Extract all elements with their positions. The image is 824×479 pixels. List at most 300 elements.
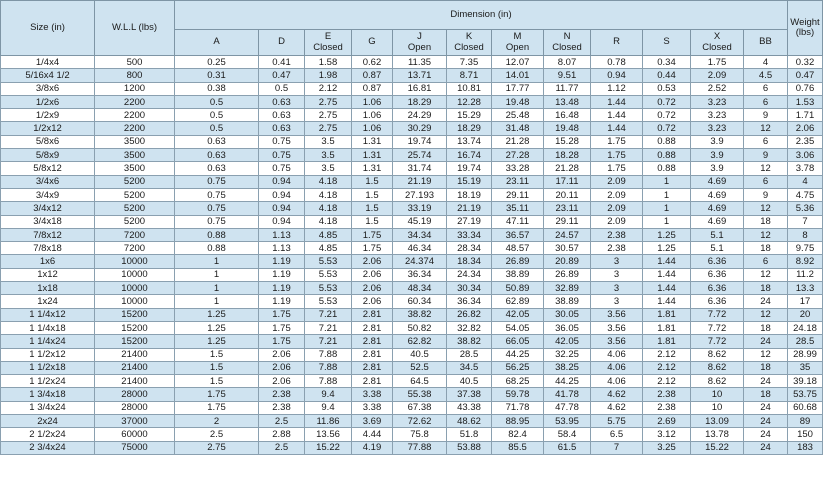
dimension-cell: 4.19 (352, 441, 393, 454)
dimension-cell: 0.5 (175, 122, 259, 135)
wll-cell: 10000 (95, 255, 175, 268)
dimension-cell: 2.09 (691, 69, 744, 82)
dimension-cell: 68.25 (492, 375, 544, 388)
dimension-cell: 8.62 (691, 361, 744, 374)
dimension-cell: 1 (175, 255, 259, 268)
wll-cell: 2200 (95, 122, 175, 135)
dimension-cell: 2.5 (259, 441, 305, 454)
dimension-cell: 2.81 (352, 321, 393, 334)
wll-cell: 21400 (95, 361, 175, 374)
dimension-cell: 1.44 (643, 282, 691, 295)
wll-cell: 3500 (95, 162, 175, 175)
wll-cell: 21400 (95, 375, 175, 388)
dimension-cell: 1.13 (259, 242, 305, 255)
dimension-cell: 66.05 (492, 335, 544, 348)
dimension-cell: 12 (744, 228, 788, 241)
dimension-cell: 1 (175, 295, 259, 308)
dimension-cell: 25.48 (492, 109, 544, 122)
dimension-cell: 6 (744, 255, 788, 268)
dimension-cell: 38.82 (447, 335, 492, 348)
dimension-cell: 0.75 (259, 135, 305, 148)
dimension-cell: 0.87 (352, 82, 393, 95)
dimension-cell: 0.72 (643, 109, 691, 122)
weight-cell: 1.53 (788, 95, 823, 108)
dimension-cell: 9 (744, 149, 788, 162)
dimension-cell: 3.56 (591, 321, 643, 334)
dimension-cell: 37.38 (447, 388, 492, 401)
dimension-cell: 3.12 (643, 428, 691, 441)
wll-cell: 15200 (95, 308, 175, 321)
dimension-cell: 0.44 (643, 69, 691, 82)
dimension-cell: 3.9 (691, 149, 744, 162)
weight-cell: 3.06 (788, 149, 823, 162)
dimension-cell: 4.85 (305, 242, 352, 255)
dimension-cell: 1.75 (691, 56, 744, 69)
dimension-cell: 23.11 (544, 202, 591, 215)
dimension-cell: 0.63 (259, 109, 305, 122)
dimension-cell: 54.05 (492, 321, 544, 334)
dimension-cell: 71.78 (492, 401, 544, 414)
dimension-cell: 2.5 (175, 428, 259, 441)
dimension-cell: 8.07 (544, 56, 591, 69)
dimension-cell: 42.05 (544, 335, 591, 348)
dimension-cell: 18 (744, 321, 788, 334)
dimension-cell: 6.36 (691, 295, 744, 308)
dimension-cell: 1.81 (643, 321, 691, 334)
dimension-cell: 1.25 (175, 335, 259, 348)
weight-cell: 8 (788, 228, 823, 241)
weight-cell: 20 (788, 308, 823, 321)
dimension-cell: 2.12 (643, 361, 691, 374)
dimension-cell: 7.88 (305, 375, 352, 388)
dimension-cell: 33.28 (492, 162, 544, 175)
dim-header-letter: D (278, 36, 285, 48)
table-row (1, 175, 823, 188)
table-row (1, 228, 823, 241)
wll-cell: 10000 (95, 282, 175, 295)
table-body (1, 56, 823, 455)
dimension-cell: 26.89 (492, 255, 544, 268)
wll-cell: 3500 (95, 135, 175, 148)
dimension-cell: 47.78 (544, 401, 591, 414)
dimension-cell: 7.88 (305, 361, 352, 374)
dimension-cell: 5.53 (305, 295, 352, 308)
dimension-cell: 53.88 (447, 441, 492, 454)
table-row (1, 56, 823, 69)
dimension-cell: 44.25 (544, 375, 591, 388)
dimension-cell: 1.25 (175, 308, 259, 321)
dimension-cell: 21.19 (447, 202, 492, 215)
dimension-cell: 1.13 (259, 228, 305, 241)
size-cell: 1 1/4x24 (1, 335, 95, 348)
dimension-cell: 24.57 (544, 228, 591, 241)
dimension-cell: 3.9 (691, 162, 744, 175)
dimension-cell: 0.5 (175, 109, 259, 122)
dimension-cell: 0.63 (175, 135, 259, 148)
dimension-cell: 36.57 (492, 228, 544, 241)
dimension-cell: 0.72 (643, 122, 691, 135)
dimension-cell: 62.82 (393, 335, 447, 348)
dimension-cell: 18 (744, 242, 788, 255)
dimension-cell: 1 (643, 202, 691, 215)
dimension-cell: 1.06 (352, 122, 393, 135)
dimension-cell: 1.06 (352, 95, 393, 108)
dimension-cell: 1.75 (175, 401, 259, 414)
dimension-cell: 3.23 (691, 122, 744, 135)
dim-header-note: Closed (313, 41, 343, 53)
wll-cell: 3500 (95, 149, 175, 162)
dimension-cell: 38.89 (492, 268, 544, 281)
dimension-cell: 0.41 (259, 56, 305, 69)
dimension-cell: 26.82 (447, 308, 492, 321)
dimension-cell: 8.62 (691, 375, 744, 388)
dimension-cell: 1.5 (175, 348, 259, 361)
size-cell: 7/8x12 (1, 228, 95, 241)
dimension-cell: 24 (744, 335, 788, 348)
dimension-cell: 3.38 (352, 388, 393, 401)
table-row (1, 321, 823, 334)
weight-cell: 1.71 (788, 109, 823, 122)
dimension-cell: 2.75 (305, 95, 352, 108)
table-row (1, 202, 823, 215)
dimension-cell: 1.44 (643, 268, 691, 281)
dimension-cell: 1.5 (352, 202, 393, 215)
dimension-cell: 2.52 (691, 82, 744, 95)
dimension-cell: 0.62 (352, 56, 393, 69)
size-cell: 2 1/2x24 (1, 428, 95, 441)
weight-cell: 4 (788, 175, 823, 188)
dim-header-letter: R (613, 36, 620, 48)
dimension-cell: 7.88 (305, 348, 352, 361)
dimension-cell: 9 (744, 109, 788, 122)
dimension-cell: 2.06 (352, 268, 393, 281)
dimension-cell: 2.12 (643, 348, 691, 361)
dim-header-a (175, 30, 259, 56)
size-cell: 1 3/4x24 (1, 401, 95, 414)
dimension-cell: 1.5 (175, 375, 259, 388)
dimension-cell: 0.88 (175, 242, 259, 255)
table-row (1, 282, 823, 295)
weight-cell: 4.75 (788, 188, 823, 201)
dimension-header: Dimension (in) (175, 1, 788, 30)
dimension-cell: 6.36 (691, 268, 744, 281)
table-header (1, 1, 823, 56)
dimension-cell: 0.88 (643, 162, 691, 175)
wll-cell: 5200 (95, 175, 175, 188)
dim-header-e (305, 30, 352, 56)
weight-cell: 35 (788, 361, 823, 374)
wll-cell: 7200 (95, 228, 175, 241)
dimension-cell: 0.75 (175, 215, 259, 228)
wll-cell: 28000 (95, 388, 175, 401)
dim-header-d (259, 30, 305, 56)
wll-cell: 15200 (95, 335, 175, 348)
dimension-cell: 1.25 (175, 321, 259, 334)
size-cell: 5/8x9 (1, 149, 95, 162)
dimension-cell: 6.5 (591, 428, 643, 441)
dimension-cell: 88.95 (492, 415, 544, 428)
dimension-cell: 4.06 (591, 361, 643, 374)
dimension-cell: 1.31 (352, 135, 393, 148)
size-cell: 1 1/2x12 (1, 348, 95, 361)
dimension-cell: 52.5 (393, 361, 447, 374)
dimension-cell: 12 (744, 202, 788, 215)
dimension-cell: 2.38 (591, 228, 643, 241)
dimension-cell: 2.38 (591, 242, 643, 255)
weight-cell: 8.92 (788, 255, 823, 268)
dimension-cell: 6.36 (691, 282, 744, 295)
dim-header-letter: BB (759, 36, 772, 48)
dimension-cell: 24 (744, 295, 788, 308)
dimension-cell: 13.78 (691, 428, 744, 441)
weight-cell: 13.3 (788, 282, 823, 295)
dimension-cell: 24.374 (393, 255, 447, 268)
dimension-cell: 4.69 (691, 202, 744, 215)
weight-cell: 9.75 (788, 242, 823, 255)
wll-cell: 7200 (95, 242, 175, 255)
dim-header-note: Closed (454, 41, 484, 53)
size-cell: 1x24 (1, 295, 95, 308)
dimension-cell: 3.9 (691, 135, 744, 148)
dim-header-r (591, 30, 643, 56)
weight-cell: 0.47 (788, 69, 823, 82)
dimension-cell: 2 (175, 415, 259, 428)
dimension-cell: 11.35 (393, 56, 447, 69)
size-cell: 2x24 (1, 415, 95, 428)
dimension-cell: 18.34 (447, 255, 492, 268)
dimension-cell: 38.89 (544, 295, 591, 308)
dimension-cell: 46.34 (393, 242, 447, 255)
dimension-cell: 1.44 (591, 95, 643, 108)
dimension-cell: 26.89 (544, 268, 591, 281)
dimension-cell: 24 (744, 401, 788, 414)
dimension-cell: 36.34 (393, 268, 447, 281)
dimension-cell: 75.8 (393, 428, 447, 441)
dimension-cell: 0.75 (175, 175, 259, 188)
dimension-cell: 31.48 (492, 122, 544, 135)
dimension-cell: 29.11 (544, 215, 591, 228)
dimension-cell: 2.81 (352, 375, 393, 388)
dimension-cell: 0.34 (643, 56, 691, 69)
dimension-cell: 30.29 (393, 122, 447, 135)
dimension-cell: 1.75 (591, 149, 643, 162)
table-row (1, 215, 823, 228)
dimension-cell: 35.11 (492, 202, 544, 215)
dimension-cell: 3.5 (305, 149, 352, 162)
dimension-cell: 4.5 (744, 69, 788, 82)
dimension-cell: 10 (691, 388, 744, 401)
size-cell: 1/2x12 (1, 122, 95, 135)
dimension-cell: 32.25 (544, 348, 591, 361)
dimension-cell: 10.81 (447, 82, 492, 95)
dim-header-note: Open (407, 41, 432, 53)
dim-header-letter: J (417, 31, 422, 42)
size-cell: 3/4x9 (1, 188, 95, 201)
dimension-cell: 7.21 (305, 335, 352, 348)
dimension-cell: 28.5 (447, 348, 492, 361)
dimension-cell: 18.28 (544, 149, 591, 162)
dimension-cell: 4.18 (305, 215, 352, 228)
dimension-cell: 2.38 (259, 388, 305, 401)
table-row (1, 95, 823, 108)
dimension-cell: 19.48 (492, 95, 544, 108)
dimension-cell: 1.81 (643, 335, 691, 348)
dimension-cell: 24 (744, 441, 788, 454)
dimension-cell: 64.5 (393, 375, 447, 388)
dimension-cell: 2.88 (259, 428, 305, 441)
dimension-cell: 0.63 (259, 95, 305, 108)
dimension-cell: 8.62 (691, 348, 744, 361)
size-cell: 1x12 (1, 268, 95, 281)
dimension-cell: 5.53 (305, 255, 352, 268)
dimension-cell: 12 (744, 308, 788, 321)
dimension-cell: 4.62 (591, 388, 643, 401)
dimension-cell: 58.4 (544, 428, 591, 441)
dimension-cell: 3 (591, 255, 643, 268)
dimension-cell: 43.38 (447, 401, 492, 414)
dimension-cell: 1.75 (352, 228, 393, 241)
dimension-cell: 12 (744, 348, 788, 361)
dimension-cell: 0.31 (175, 69, 259, 82)
dimension-cell: 85.5 (492, 441, 544, 454)
dimension-cell: 53.95 (544, 415, 591, 428)
dimension-cell: 6 (744, 175, 788, 188)
wll-cell: 75000 (95, 441, 175, 454)
table-row (1, 69, 823, 82)
size-cell: 5/8x6 (1, 135, 95, 148)
dimension-cell: 36.34 (447, 295, 492, 308)
dimension-cell: 1.31 (352, 162, 393, 175)
size-cell: 1 1/2x24 (1, 375, 95, 388)
dimension-cell: 18 (744, 282, 788, 295)
dimension-cell: 2.09 (591, 202, 643, 215)
dimension-cell: 12 (744, 162, 788, 175)
dimension-cell: 16.48 (544, 109, 591, 122)
dimension-cell: 0.88 (643, 149, 691, 162)
dimension-cell: 6.36 (691, 255, 744, 268)
dimension-cell: 0.88 (643, 135, 691, 148)
dimension-cell: 18.29 (447, 122, 492, 135)
size-cell: 1/2x6 (1, 95, 95, 108)
wll-cell: 37000 (95, 415, 175, 428)
dimension-cell: 0.75 (175, 202, 259, 215)
wll-cell: 60000 (95, 428, 175, 441)
dimension-cell: 18 (744, 388, 788, 401)
dimension-cell: 2.06 (352, 282, 393, 295)
dimension-cell: 6 (744, 82, 788, 95)
wll-cell: 5200 (95, 202, 175, 215)
table-row (1, 162, 823, 175)
dimension-cell: 1.58 (305, 56, 352, 69)
table-row (1, 308, 823, 321)
wll-cell: 5200 (95, 188, 175, 201)
dimension-cell: 29.11 (492, 188, 544, 201)
dimension-cell: 13.56 (305, 428, 352, 441)
dimension-cell: 18 (744, 361, 788, 374)
table-row (1, 375, 823, 388)
dimension-cell: 3.69 (352, 415, 393, 428)
weight-cell: 150 (788, 428, 823, 441)
dimension-cell: 0.94 (259, 188, 305, 201)
dimension-cell: 55.38 (393, 388, 447, 401)
size-cell: 1 1/2x18 (1, 361, 95, 374)
dimension-cell: 0.78 (591, 56, 643, 69)
dimension-cell: 4.06 (591, 348, 643, 361)
dimension-cell: 2.12 (643, 375, 691, 388)
table-row (1, 255, 823, 268)
size-cell: 1/4x4 (1, 56, 95, 69)
dimension-cell: 51.8 (447, 428, 492, 441)
dimension-cell: 27.28 (492, 149, 544, 162)
dimension-cell: 48.57 (492, 242, 544, 255)
size-cell: 1 3/4x18 (1, 388, 95, 401)
dim-header-letter: A (213, 36, 220, 48)
dim-header-bb (744, 30, 788, 56)
dim-header-x (691, 30, 744, 56)
dimension-cell: 1.75 (259, 308, 305, 321)
dimension-cell: 1.75 (259, 321, 305, 334)
dimension-cell: 41.78 (544, 388, 591, 401)
dimension-cell: 15.28 (544, 135, 591, 148)
size-cell: 1/2x9 (1, 109, 95, 122)
dimension-cell: 0.38 (175, 82, 259, 95)
dimension-cell: 24 (744, 375, 788, 388)
dimension-cell: 13.48 (544, 95, 591, 108)
weight-cell: 7 (788, 215, 823, 228)
dimension-cell: 13.71 (393, 69, 447, 82)
dimension-cell: 0.53 (643, 82, 691, 95)
dimension-cell: 24.29 (393, 109, 447, 122)
dimension-cell: 2.38 (643, 388, 691, 401)
table-row (1, 122, 823, 135)
table-row (1, 401, 823, 414)
dimension-cell: 2.06 (352, 295, 393, 308)
dimension-cell: 0.47 (259, 69, 305, 82)
dimension-cell: 72.62 (393, 415, 447, 428)
wll-cell: 10000 (95, 268, 175, 281)
dimension-cell: 34.5 (447, 361, 492, 374)
dimension-cell: 1.5 (352, 215, 393, 228)
dimension-cell: 20.89 (544, 255, 591, 268)
dimension-cell: 50.89 (492, 282, 544, 295)
dimension-cell: 3 (591, 282, 643, 295)
dimension-cell: 50.82 (393, 321, 447, 334)
dimension-cell: 1.44 (591, 122, 643, 135)
size-cell: 1x18 (1, 282, 95, 295)
dimension-cell: 1.06 (352, 109, 393, 122)
dim-header-letter: K (465, 31, 473, 42)
dim-header-letter: E (324, 31, 332, 42)
dimension-cell: 1.44 (591, 109, 643, 122)
wll-cell: 500 (95, 56, 175, 69)
dimension-cell: 1.5 (352, 175, 393, 188)
dimension-cell: 12.28 (447, 95, 492, 108)
dimension-cell: 82.4 (492, 428, 544, 441)
dimension-cell: 27.19 (447, 215, 492, 228)
dim-header-letter: M (513, 31, 522, 42)
dimension-cell: 7 (591, 441, 643, 454)
dimension-cell: 20.11 (544, 188, 591, 201)
dimension-cell: 9 (744, 188, 788, 201)
dimension-cell: 3 (591, 268, 643, 281)
dimension-cell: 0.94 (591, 69, 643, 82)
dimension-cell: 15.19 (447, 175, 492, 188)
dimension-cell: 2.06 (259, 375, 305, 388)
weight-header: Weight (lbs) (788, 1, 823, 56)
dimension-cell: 1.25 (643, 242, 691, 255)
dimension-cell: 4.85 (305, 228, 352, 241)
dimension-cell: 0.75 (175, 188, 259, 201)
